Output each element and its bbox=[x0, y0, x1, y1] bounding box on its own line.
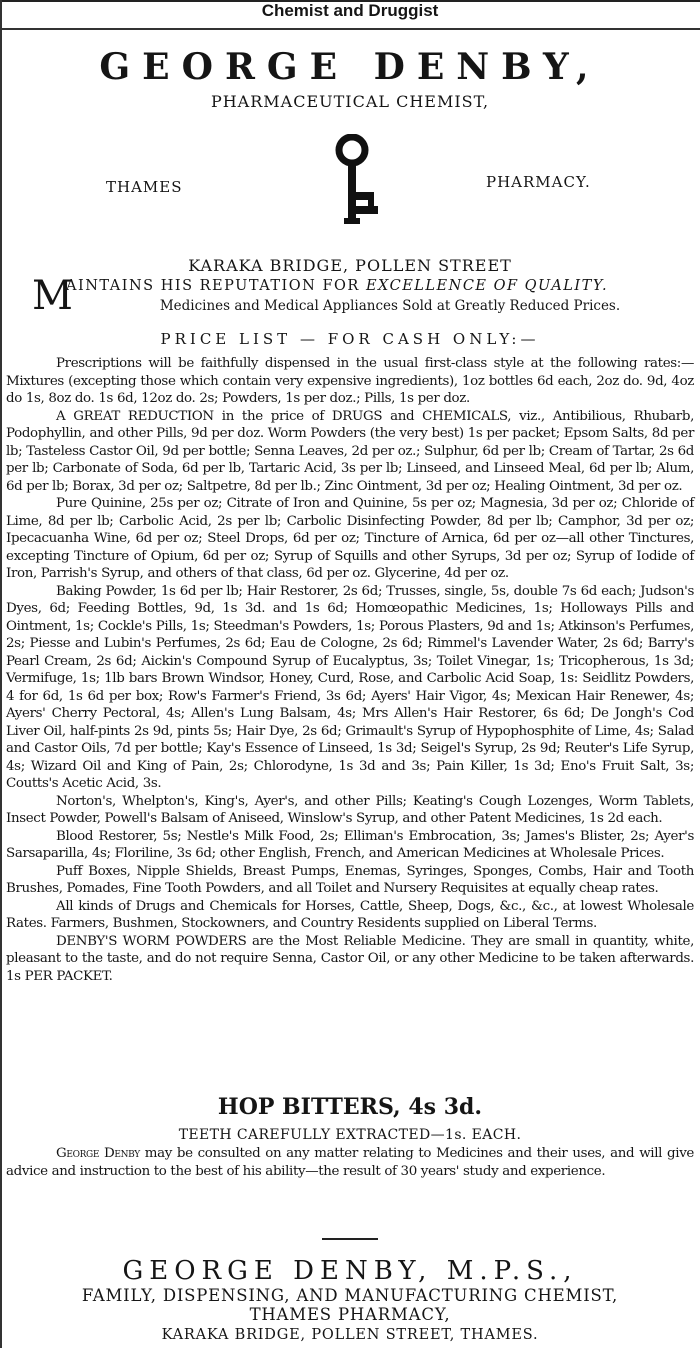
section-header: Chemist and Druggist bbox=[261, 1, 439, 20]
paragraph-blood-restorer: Blood Restorer, 5s; Nestle's Milk Food, 2s; Elliman's Embrocation, 3s; James's Blister, 2s; Ayer's Sarsaparilla, 4s; Floriline, 3s 6d; other English, French, and American Medicines at Wholesale Prices. bbox=[6, 828, 694, 861]
reputation-italic: EXCELLENCE OF QUALITY. bbox=[365, 278, 609, 294]
reputation-line bbox=[66, 278, 608, 294]
drop-cap: M bbox=[32, 273, 73, 319]
consult-name: George Denby bbox=[56, 1146, 140, 1161]
consultation-text bbox=[6, 1145, 694, 1180]
address-line: KARAKA BRIDGE, POLLEN STREET bbox=[188, 256, 512, 275]
paragraph-worm-powders: DENBY'S WORM POWDERS are the Most Reliable Medicine. They are small in quantity, white, pleasant to the taste, and do not require Senna, Castor Oil, or any other Medicine to be taken afterwards. 1s PER PACKET. bbox=[6, 933, 694, 984]
paragraph-prescriptions: Prescriptions will be faithfully dispensed in the usual first-class style at the following rates:—Mixtures (excepting those which contain very expensive ingredients), 1oz bottles 6d each, 2oz do. 9d, 4oz do 1s, 8oz do. 1s 6d, 12oz do. 2s; Powders, 1s per doz.; Pills, 1s per doz. bbox=[6, 356, 694, 406]
paragraph-toilet: Puff Boxes, Nipple Shields, Breast Pumps, Enemas, Syringes, Sponges, Combs, Hair and Tooth Brushes, Pomades, Fine Tooth Powders, and all Toilet and Nursery Requisites at equally cheap rates. bbox=[6, 863, 694, 896]
header-rule bbox=[0, 28, 700, 30]
paragraph-reduction: A GREAT REDUCTION in the price of DRUGS and CHEMICALS, viz., Antibilious, Rhubarb, Podophyllin, and other Pills, 9d per doz. Worm Powders (the very best) 1s per packet; Epsom Salts, 8d per lb; Tasteless Castor Oil, 9d per bottle; Senna Leaves, 2d per oz.; Sulphur, 6d per lb; Cream of Tartar, 2s 6d per lb; Carbonate of Soda, 6d per lb, Tartaric Acid, 3s per lb; Linseed, and Linseed Meal, 6d per lb; Alum, 6d per lb; Borax, 3d per oz; Saltpetre, 8d per lb.; Zinc Ointment, 3d per oz; Healing Ointment, 3d per oz. bbox=[6, 408, 694, 494]
advertiser-name: GEORGE DENBY, bbox=[99, 46, 601, 88]
hop-bitters: HOP BITTERS, 4s 3d. bbox=[217, 1094, 483, 1120]
reputation-prefix: AINTAINS HIS REPUTATION FOR bbox=[66, 278, 366, 294]
price-list-body bbox=[6, 355, 694, 985]
footer-line-1: FAMILY, DISPENSING, AND MANUFACTURING CHEMIST, bbox=[81, 1286, 619, 1305]
footer-divider bbox=[322, 1238, 378, 1240]
left-rule bbox=[0, 0, 2, 1348]
left-word: THAMES bbox=[106, 178, 183, 196]
paragraph-quinine: Pure Quinine, 25s per oz; Citrate of Iron and Quinine, 5s per oz; Magnesia, 3d per oz; Chloride of Lime, 8d per lb; Carbolic Acid, 2s per lb; Carbolic Disinfecting Powder, 8d per lb; Camphor, 3d per oz; Ipecacuanha Wine, 6d per oz; Steel Drops, 6d per oz; Tincture of Arnica, 6d per oz—all other Tinctures, excepting Tincture of Opium, 6d per oz; Syrup of Squills and other Syrups, 3d per oz; Syrup of Iodide of Iron, Parrish's Syrup, and others of that class, 6d per oz. Glycerine, 4d per oz. bbox=[6, 496, 694, 581]
paragraph-pills: Norton's, Whelpton's, King's, Ayer's, and other Pills; Keating's Cough Lozenges, Worm Tablets, Insect Powder, Powell's Balsam of Aniseed, Winslow's Syrup, and other Patent Medicines, 1s 2d each. bbox=[6, 793, 694, 826]
key-icon bbox=[330, 134, 390, 226]
teeth-extracted: TEETH CAREFULLY EXTRACTED—1s. EACH. bbox=[178, 1127, 522, 1143]
advertiser-title: PHARMACEUTICAL CHEMIST, bbox=[210, 92, 490, 111]
consultation-paragraph bbox=[6, 1145, 694, 1180]
consult-body: may be consulted on any matter relating to Medicines and their uses, and will give advice and instruction to the best of his ability—the result of 30 years' study and experience. bbox=[6, 1146, 694, 1179]
right-word: PHARMACY. bbox=[486, 173, 591, 191]
reduced-prices-line: Medicines and Medical Appliances Sold at Greatly Reduced Prices. bbox=[159, 298, 621, 314]
footer-line-2: THAMES PHARMACY, bbox=[249, 1305, 451, 1324]
price-list-heading: PRICE LIST — FOR CASH ONLY:— bbox=[160, 330, 540, 348]
paragraph-animals: All kinds of Drugs and Chemicals for Horses, Cattle, Sheep, Dogs, &c., &c., at lowest Wholesale Rates. Farmers, Bushmen, Stockowners, and Country Residents supplied on Liberal Terms. bbox=[6, 898, 694, 931]
footer-line-3: KARAKA BRIDGE, POLLEN STREET, THAMES. bbox=[161, 1327, 539, 1343]
paragraph-baking-powder: Baking Powder, 1s 6d per lb; Hair Restorer, 2s 6d; Trusses, single, 5s, double 7s 6d each; Judson's Dyes, 6d; Feeding Bottles, 9d, 1s 3d. and 1s 6d; Homœopathic Medicines, 1s; Holloways Pills and Ointment, 1s; Cockle's Pills, 1s; Steedman's Powders, 1s; Porous Plasters, 9d and 1s; Atkinson's Perfumes, 2s; Piesse and Lubin's Perfumes, 2s 6d; Eau de Cologne, 2s 6d; Rimmel's Lavender Water, 2s 6d; Barry's Pearl Cream, 2s 6d; Aickin's Compound Syrup of Eucalyptus, 3s; Toilet Vinegar, 1s; Tricopherous, 1s 3d; Vermifuge, 1s; 1lb bars Brown Windsor, Honey, Curd, Rose, and Carbolic Acid Soap, 1s: Seidlitz Powders, 4 for 6d, 1s 6d per box; Row's Farmer's Friend, 3s 6d; Ayers' Hair Vigor, 4s; Mexican Hair Renewer, 4s; Ayers' Cherry Pectoral, 4s; Allen's Lung Balsam, 4s; Mrs Allen's Hair Restorer, 6s 6d; De Jongh's Cod Liver Oil, half-pints 2s 9d, pints 5s; Hair Dye, 2s 6d; Grimault's Syrup of Hypophosphite of Lime, 4s; Salad and Castor Oils, 7d per bottle; Kay's Essence of Linseed, 1s 3d; Seigel's Syrup, 2s 9d; Reuter's Life Syrup, 4s; Wizard Oil and King of Pain, 2s; Chlorodyne, 1s 3d and 3s; Pain Killer, 1s 3d; Eno's Fruit Salt, 3s; Coutts's Acetic Acid, 3s. bbox=[6, 583, 694, 791]
footer-name: GEORGE DENBY, M.P.S., bbox=[122, 1256, 578, 1286]
